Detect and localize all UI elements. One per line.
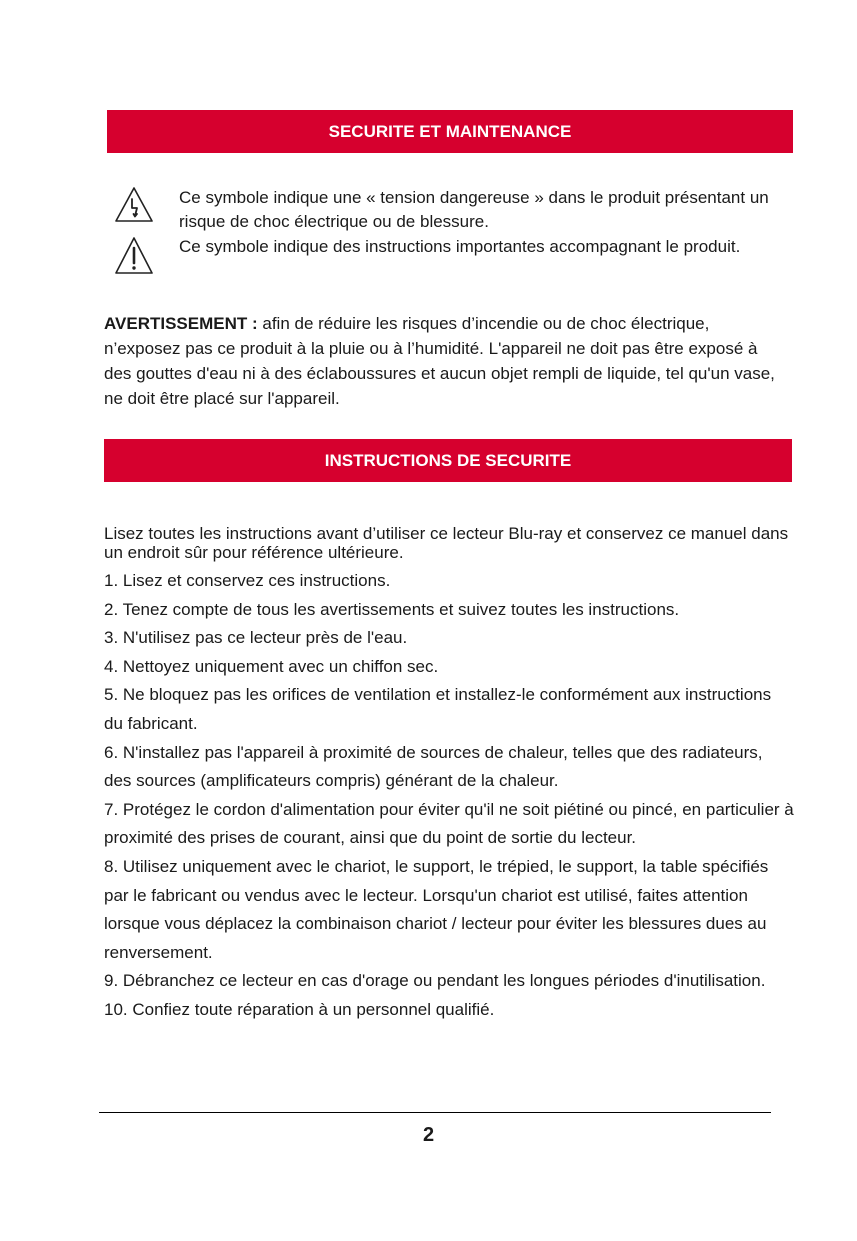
warning-label: AVERTISSEMENT : [104,314,258,333]
page-number: 2 [422,1124,435,1146]
list-item: 6. N'installez pas l'appareil à proximité de sources de chaleur, telles que des radiateurs, des sources (amplificateurs compris) générant de la chaleur. [104,742,763,791]
list-item: 7. Protégez le cordon d'alimentation pour éviter qu'il ne soit piétiné ou pincé, en particulier à proximité des prises de courant, ainsi que du point de sortie du lecteur. [104,799,794,848]
list-item: 9. Débranchez ce lecteur en cas d'orage ou pendant les longues périodes d'inutilisation. [104,971,766,991]
section-title-safety: INSTRUCTIONS DE SECURITE [104,439,792,482]
footer-divider [99,1112,771,1113]
caution-icon [114,236,154,276]
section-title-maintenance: SECURITE ET MAINTENANCE [107,110,793,153]
list-item: 1. Lisez et conservez ces instructions. [104,571,391,590]
caution-description: Ce symbole indique des instructions importantes accompagnant le produit. [179,237,741,256]
high-voltage-description: Ce symbole indique une « tension dangereuse » dans le produit présentant un risque de choc électrique ou de blessure. [179,188,769,231]
list-item: 5. Ne bloquez pas les orifices de ventilation et installez-le conformément aux instructions du fabricant. [104,685,772,733]
intro-paragraph: Lisez toutes les instructions avant d’utiliser ce lecteur Blu-ray et conservez ce manuel dans un endroit sûr pour référence ultérieure. [104,524,789,562]
warning-paragraph [104,311,784,411]
list-item: 3. N'utilisez pas ce lecteur près de l'eau. [104,628,408,648]
high-voltage-icon [114,186,154,224]
instructions-list [104,567,794,1025]
list-item: 10. Confiez toute réparation à un personnel qualifié. [104,999,495,1019]
list-item: 2. Tenez compte de tous les avertissements et suivez toutes les instructions. [104,599,680,619]
warning-text: afin de réduire les risques d’incendie ou de choc électrique, n’exposez pas ce produit à la pluie ou à l’humidité. L'appareil ne doit pas être exposé à des gouttes d'eau ni à des éclaboussures et aucun objet rempli de liquide, tel qu'un vase, ne doit être placé sur l'appareil. [104,314,775,408]
list-item: 4. Nettoyez uniquement avec un chiffon sec. [104,656,439,676]
list-item: 8. Utilisez uniquement avec le chariot, le support, le trépied, le support, la table spécifiés par le fabricant ou vendus avec le lecteur. Lorsqu'un chariot est utilisé, faites attention lorsque vous déplacez la combinaison chariot / lecteur pour éviter les blessures dues au renversement. [104,856,769,962]
